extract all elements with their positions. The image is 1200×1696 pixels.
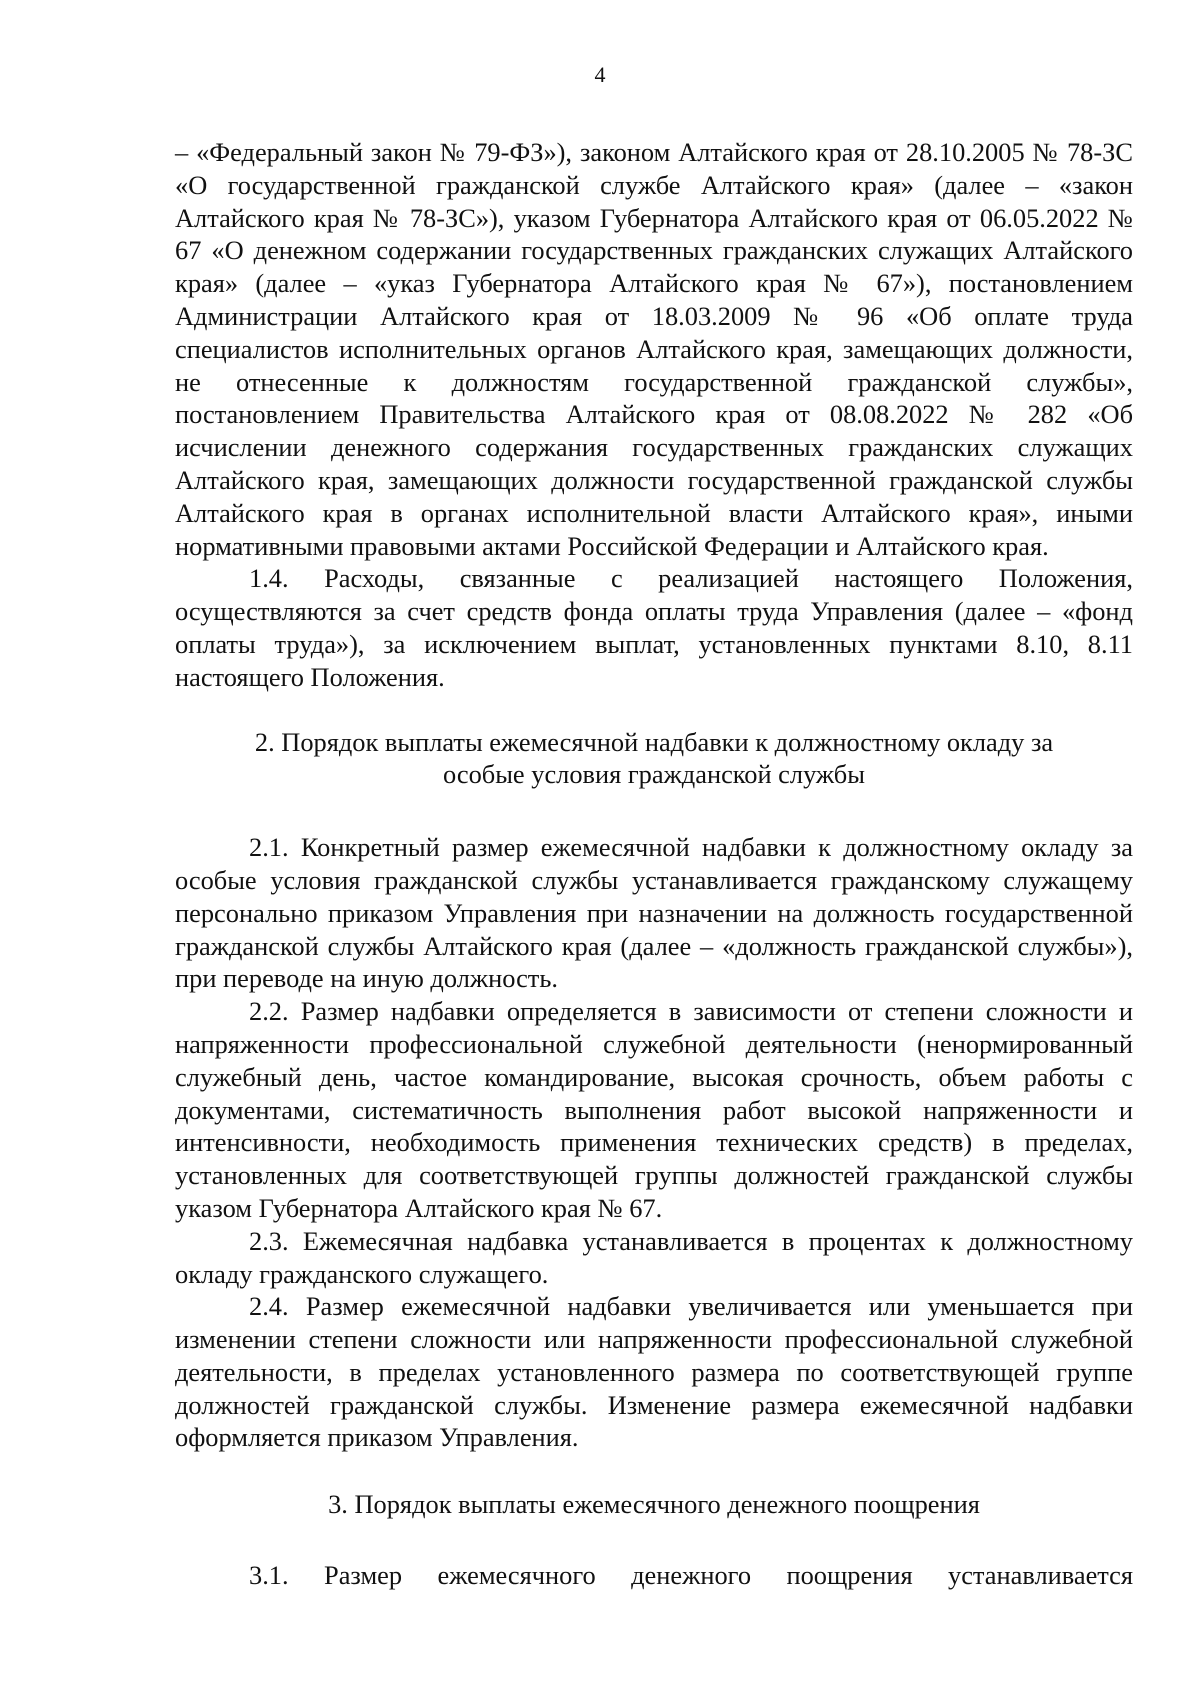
section-2-heading (175, 726, 1133, 792)
paragraph-2-4: 2.4. Размер ежемесячной надбавки увеличивается или уменьшается при изменении степени сложности или напряженности профессиональной служебной деятельности, в пределах установленного размера по соответствующей группе должностей гражданской службы. Изменение размера ежемесячной надбавки оформляется приказом Управления. (175, 1291, 1133, 1453)
paragraph-1-4: 1.4. Расходы, связанные с реализацией настоящего Положения, осуществляются за счет средств фонда оплаты труда Управления (далее – «фонд оплаты труда»), за исключением выплат, установленных пунктами 8.10, 8.11 настоящего Положения. (175, 563, 1133, 692)
paragraph-2-3: 2.3. Ежемесячная надбавка устанавливается в процентах к должностному окладу гражданского служащего. (175, 1225, 1133, 1289)
paragraph-2-1: 2.1. Конкретный размер ежемесячной надбавки к должностному окладу за особые условия гражданской службы устанавливается гражданскому служащему персонально приказом Управления при назначении на должность государственной гражданской службы Алтайского края (далее – «должность гражданской службы»), при переводе на иную должность. (175, 832, 1133, 994)
section-3-heading: 3. Порядок выплаты ежемесячного денежного поощрения (328, 1489, 980, 1520)
paragraph-2-2: 2.2. Размер надбавки определяется в зависимости от степени сложности и напряженности профессиональной служебной деятельности (ненормированный служебный день, частое командирование, высокая срочность, объем работы с документами, систематичность выполнения работ высокой напряженности и интенсивности, необходимость применения технических средств) в пределах, установленных для соответствующей группы должностей гражданской службы указом Губернатора Алтайского края № 67. (175, 996, 1133, 1223)
document-body (175, 136, 1133, 1592)
page-number: 4 (594, 62, 606, 87)
section-2-heading-line-1: 2. Порядок выплаты ежемесячной надбавки к должностному окладу за (254, 726, 1054, 757)
paragraph-3-1: 3.1. Размер ежемесячного денежного поощрения устанавливается (249, 1560, 1133, 1591)
intro-paragraph-continuation: – «Федеральный закон № 79-ФЗ»), законом Алтайского края от 28.10.2005 № 78-ЗС «О государственной гражданской службе Алтайского края» (далее – «закон Алтайского края № 78-ЗС»), указом Губернатора Алтайского края от 06.05.2022 № 67 «О денежном содержании государственных гражданских служащих Алтайского края» (далее – «указ Губернатора Алтайского края № 67»), постановлением Администрации Алтайского края от 18.03.2009 № 96 «Об оплате труда специалистов исполнительных органов Алтайского края, замещающих должности, не отнесенные к должностям государственной гражданской службы», постановлением Правительства Алтайского края от 08.08.2022 № 282 «Об исчислении денежного содержания государственных гражданских служащих Алтайского края, замещающих должности государственной гражданской службы Алтайского края в органах исполнительной власти Алтайского края», иными нормативными правовыми актами Российской Федерации и Алтайского края. (175, 137, 1133, 561)
section-2-heading-line-2: особые условия гражданской службы (443, 759, 865, 790)
